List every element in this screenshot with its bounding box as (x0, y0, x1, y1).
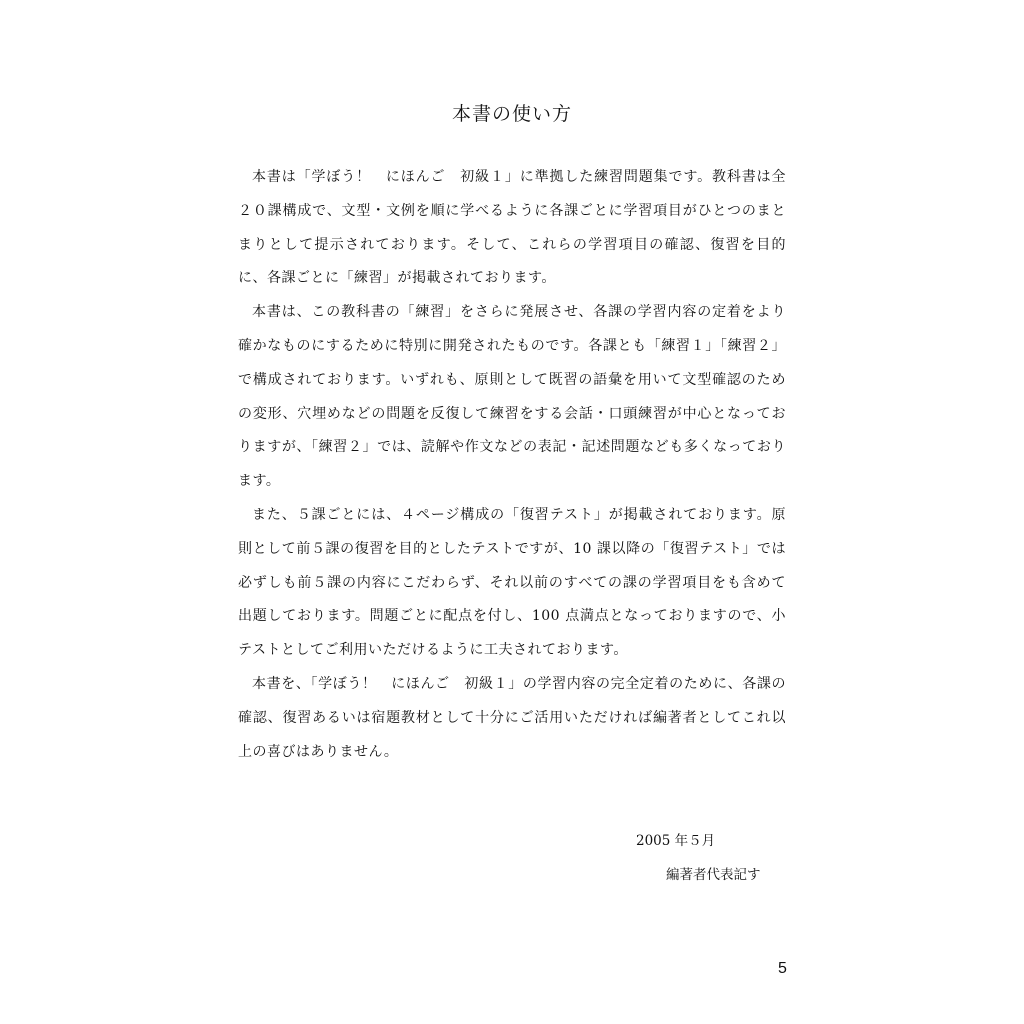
paragraph: 本書は「学ぼう！ にほんご 初級１」に準拠した練習問題集です。教科書は全２０課構成で、文型・文例を順に学べるように各課ごとに学習項目がひとつのまとまりとして提示されております。そして、これらの学習項目の確認、復習を目的に、各課ごとに「練習」が掲載されております。 (238, 169, 786, 287)
page-title: 本書の使い方 (451, 103, 572, 125)
paragraph: 本書は、この教科書の「練習」をさらに発展させ、各課の学習内容の定着をより確かなものにするために特別に開発されたものです。各課とも「練習１」「練習２」で構成されております。いずれも、原則として既習の語彙を用いて文型確認のための変形、穴埋めなどの問題を反復して練習をする会話・口頭練習が中心となっておりますが、「練習２」では、読解や作文などの表記・記述問題なども多くなっております。 (238, 304, 786, 490)
paragraph: 本書を、「学ぼう！ にほんご 初級１」の学習内容の完全定着のために、各課の確認、復習あるいは宿題教材として十分にご活用いただければ編著者としてこれ以上の喜びはありません。 (238, 675, 786, 760)
author-signature: 編著者代表記す (666, 867, 761, 883)
page-number: 5 (778, 960, 787, 977)
body-text (238, 161, 786, 769)
date: 2005 年５月 (636, 833, 716, 849)
paragraph: また、５課ごとには、４ページ構成の「復習テスト」が掲載されております。原則として前５課の復習を目的としたテストですが、10 課以降の「復習テスト」では必ずしも前５課の内容にこだわらず、それ以前のすべての課の学習項目をも含めて出題しております。問題ごとに配点を付し、100 点満点となっておりますので、小テストとしてご利用いただけるように工夫されております。 (238, 506, 786, 659)
